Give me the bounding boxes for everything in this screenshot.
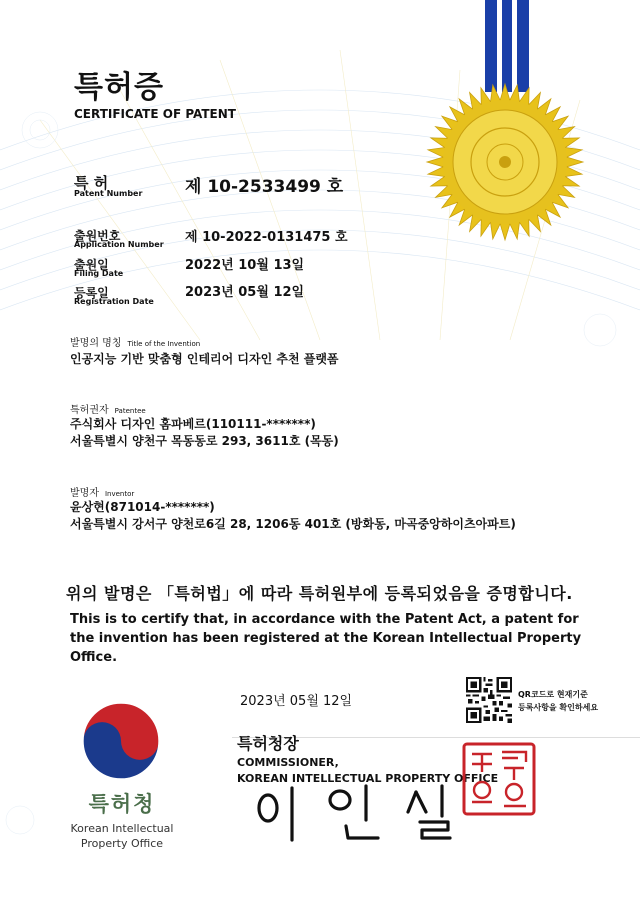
application-number-value: 제 10-2022-0131475 호 (185, 230, 348, 245)
registration-date-label: 등록일 (74, 286, 109, 300)
kipo-logo-icon (80, 700, 162, 782)
qr-instruction-line2: 등록사항을 확인하세요 (518, 703, 599, 712)
office-name-en (60, 821, 184, 851)
patentee-address: 서울특별시 양천구 목동동로 293, 3611호 (목동) (70, 434, 339, 448)
patent-number-label-en: Patent Number (74, 189, 143, 198)
certification-statement-ko: 위의 발명은 「특허법」에 따라 특허원부에 등록되었음을 증명합니다. (66, 584, 573, 603)
invention-label-en: Title of the Invention (127, 340, 201, 348)
commissioner-title-en-line2: KOREAN INTELLECTUAL PROPERTY OFFICE (237, 772, 499, 785)
patentee-label-en: Patentee (114, 407, 146, 415)
commissioner-signature (248, 782, 458, 842)
invention-title: 인공지능 기반 맞춤형 인테리어 디자인 추천 플랫폼 (70, 352, 339, 366)
filing-date-label: 출원일 (74, 258, 109, 272)
qr-instruction (518, 688, 598, 714)
registration-date-value: 2023년 05월 12일 (185, 285, 305, 300)
inventor-address: 서울특별시 강서구 양천로6길 28, 1206동 401호 (방화동, 마곡중앙하이츠아파트) (70, 517, 516, 531)
ribbon-icon (485, 0, 529, 92)
filing-date-value: 2022년 10월 13일 (185, 258, 305, 273)
invention-label-ko: 발명의 명칭 (70, 338, 122, 349)
certification-statement-en: This is to certify that, in accordance with the Patent Act, a patent for the invention has been registered at the Korean Intellectual Property Office. (70, 612, 582, 665)
office-name-en-line2: Property Office (80, 837, 164, 850)
invention-label (70, 334, 200, 349)
qr-instruction-line1: QR코드로 현재기준 (518, 690, 588, 699)
registration-date-label-en: Registration Date (74, 297, 154, 306)
patentee-name: 주식회사 디자인 홈파베르(110111-*******) (70, 417, 316, 431)
office-name-ko: 특허청 (88, 792, 156, 816)
inventor-name: 윤상현(871014-*******) (70, 500, 215, 514)
inventor-label (70, 484, 134, 499)
official-seal-stamp (462, 742, 536, 816)
application-number-label: 출원번호 (74, 229, 121, 243)
issue-date: 2023년 05월 12일 (240, 694, 353, 709)
patent-number-label: 특 허 (74, 174, 109, 192)
patent-number-value: 제 10-2533499 호 (185, 177, 344, 197)
commissioner-title-en-line1: COMMISSIONER, (237, 756, 339, 769)
application-number-label-en: Application Number (74, 240, 164, 249)
qr-code-icon[interactable] (466, 677, 512, 723)
commissioner-title-ko: 특허청장 (237, 734, 299, 753)
inventor-label-en: Inventor (104, 490, 135, 498)
inventor-label-ko: 발명자 (70, 488, 99, 499)
certificate-title-en: CERTIFICATE OF PATENT (74, 107, 236, 121)
patentee-label-ko: 특허권자 (70, 405, 109, 416)
patentee-label (70, 401, 146, 416)
gold-seal-icon (425, 82, 585, 242)
office-name-en-line1: Korean Intellectual (70, 822, 174, 835)
certificate-title: 특허증 (74, 70, 164, 105)
filing-date-label-en: Filing Date (74, 269, 124, 278)
